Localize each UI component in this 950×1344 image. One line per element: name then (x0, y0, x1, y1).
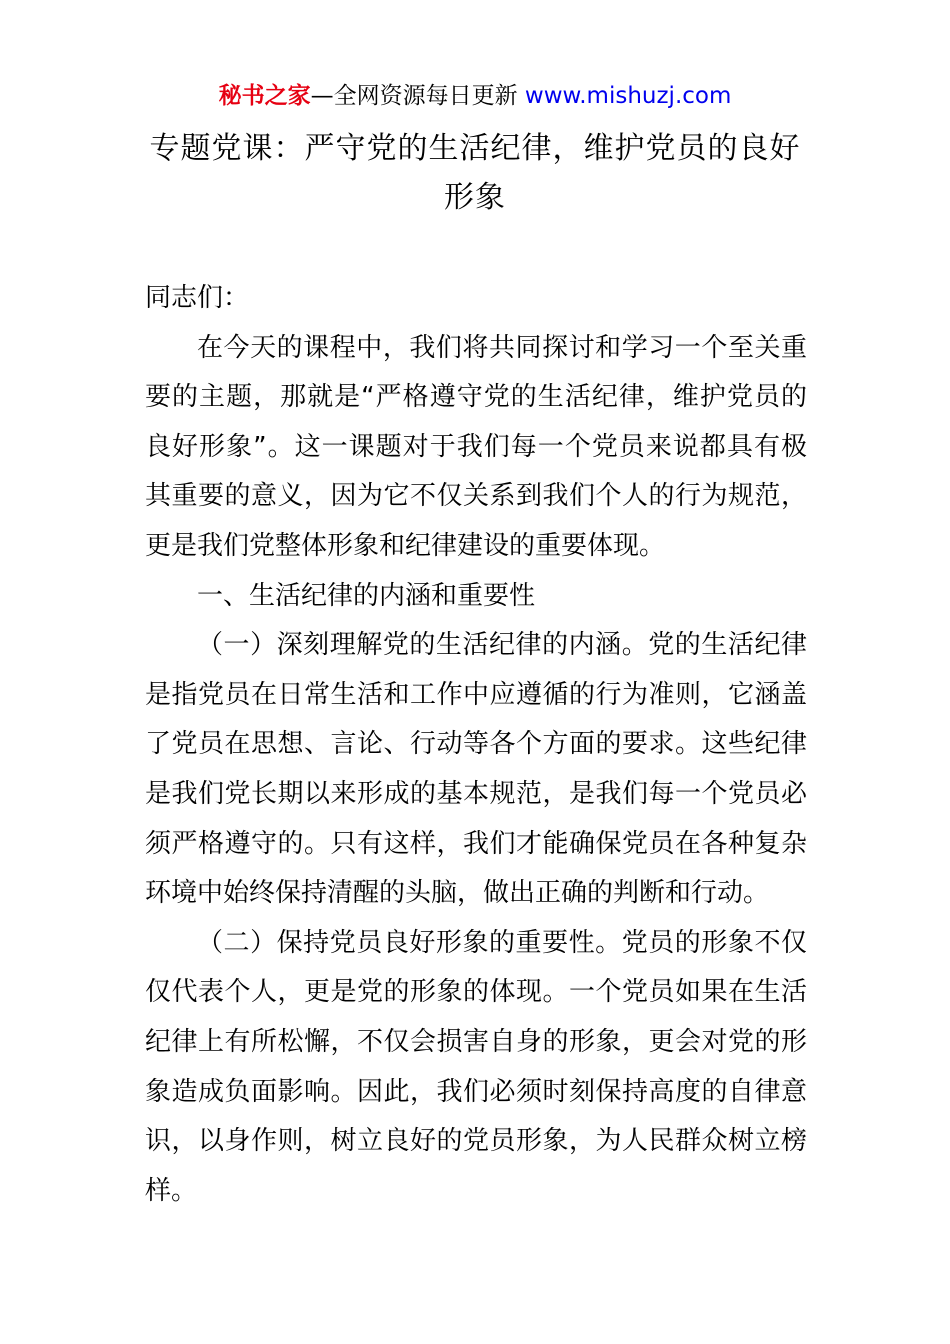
site-header (0, 80, 950, 112)
intro-paragraph: 在今天的课程中，我们将共同探讨和学习一个至关重要的主题，那就是“严格遵守党的生活纪律，维护党员的良好形象”。这一课题对于我们每一个党员来说都具有极其重要的意义，因为它不仅关系到我们个人的行为规范，更是我们党整体形象和纪律建设的重要体现。 (145, 332, 807, 561)
document-body (145, 274, 807, 1216)
site-tagline: —全网资源每日更新 (310, 83, 525, 109)
site-brand: 秘书之家 (218, 83, 311, 109)
document-title: 专题党课：严守党的生活纪律，维护党员的良好形象 (149, 131, 801, 215)
body-paragraph: （一）深刻理解党的生活纪律的内涵。党的生活纪律是指党员在日常生活和工作中应遵循的行为准则，它涵盖了党员在思想、言论、行动等各个方面的要求。这些纪律是我们党长期以来形成的基本规范，是我们每一个党员必须严格遵守的。只有这样，我们才能确保党员在各种复杂环境中始终保持清醒的头脑，做出正确的判断和行动。 (145, 630, 807, 909)
greeting: 同志们： (145, 283, 250, 313)
section-heading: 一、生活纪律的内涵和重要性 (197, 580, 536, 611)
body-paragraph: （二）保持党员良好形象的重要性。党员的形象不仅仅代表个人，更是党的形象的体现。一个党员如果在生活纪律上有所松懈，不仅会损害自身的形象，更会对党的形象造成负面影响。因此，我们必须时刻保持高度的自律意识，以身作则，树立良好的党员形象，为人民群众树立榜样。 (145, 927, 807, 1206)
site-url-link[interactable]: www.mishuzj.com (524, 83, 732, 109)
